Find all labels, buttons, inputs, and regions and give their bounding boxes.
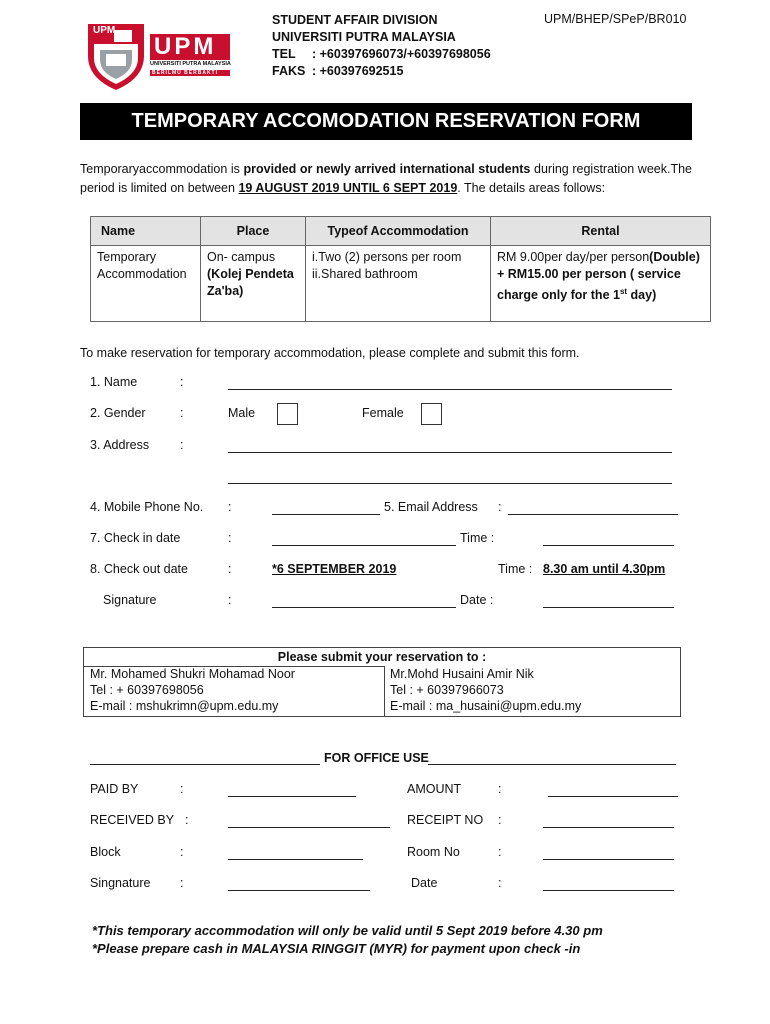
- block-label: Block: [90, 845, 121, 859]
- address-colon: :: [180, 438, 184, 452]
- logo-university: UNIVERSITI PUTRA MALAYSIA: [150, 61, 231, 67]
- checkout-time-label: Time :: [498, 562, 533, 576]
- checkout-label: 8. Check out date: [90, 562, 188, 576]
- office-heading: FOR OFFICE USE: [324, 751, 429, 765]
- intro-text-3: during registration week.The period is limited on between: [80, 162, 692, 195]
- submit-left-contact: [90, 666, 295, 714]
- receipt-no-colon: :: [498, 813, 502, 827]
- left-contact-name: Mr. Mohamed Shukri Mohamad Noor: [90, 667, 295, 681]
- office-signature-field[interactable]: [228, 890, 370, 891]
- receipt-no-label: RECEIPT NO: [407, 813, 484, 827]
- cell-name: Temporary Accommodation: [91, 246, 201, 322]
- block-colon: :: [180, 845, 184, 859]
- office-signature-colon: :: [180, 876, 184, 890]
- block-field[interactable]: [228, 859, 363, 860]
- instruction-text: To make reservation for temporary accommodation, please complete and submit this form.: [80, 346, 580, 360]
- table-header-row: [91, 217, 711, 246]
- upm-logo: [80, 16, 240, 96]
- female-checkbox[interactable]: [421, 403, 442, 425]
- place-prefix: On- campus: [207, 250, 276, 264]
- gender-colon: :: [180, 406, 184, 420]
- intro-paragraph: [80, 160, 692, 198]
- intro-period: 19 AUGUST 2019 UNTIL 6 SEPT 2019: [238, 181, 458, 195]
- header-name: Name: [91, 217, 201, 246]
- address-field-line-1[interactable]: [228, 452, 672, 453]
- received-by-colon: :: [185, 813, 189, 827]
- office-date-label: Date: [411, 876, 438, 890]
- signature-field[interactable]: [272, 607, 456, 608]
- right-contact-name: Mr.Mohd Husaini Amir Nik: [390, 667, 534, 681]
- form-title: TEMPORARY ACCOMODATION RESERVATION FORM: [131, 110, 641, 132]
- logo-wordmark: UPM: [154, 33, 217, 60]
- notes: [92, 922, 603, 958]
- room-no-label: Room No: [407, 845, 460, 859]
- paid-by-colon: :: [180, 782, 184, 796]
- title-bar: [80, 103, 692, 140]
- logo-motto: BERILMU BERBAKTI: [152, 70, 218, 76]
- mobile-label: 4. Mobile Phone No.: [90, 500, 204, 514]
- checkin-time-label: Time :: [460, 531, 495, 545]
- paid-by-label: PAID BY: [90, 782, 139, 796]
- office-date-field[interactable]: [543, 890, 674, 891]
- type-line-1: i.Two (2) persons per room: [312, 250, 462, 264]
- signature-colon: :: [228, 593, 232, 607]
- logo-monogram: UPM: [93, 25, 116, 36]
- cell-type: [306, 246, 491, 322]
- checkin-time-field[interactable]: [543, 545, 674, 546]
- intro-text-1: Temporaryaccommodation is: [80, 162, 244, 176]
- office-date-colon: :: [498, 876, 502, 890]
- right-contact-email: E-mail : ma_husaini@upm.edu.my: [390, 699, 582, 713]
- email-field[interactable]: [508, 514, 678, 515]
- address-field-line-2[interactable]: [228, 483, 672, 484]
- name-field[interactable]: [228, 389, 672, 390]
- mobile-field[interactable]: [272, 514, 380, 515]
- signature-label: Signature: [103, 593, 157, 607]
- amount-colon: :: [498, 782, 502, 796]
- note-validity: *This temporary accommodation will only be valid until 5 Sept 2019 before 4.30 pm: [92, 923, 603, 938]
- paid-by-field[interactable]: [228, 796, 356, 797]
- office-signature-label: Singnature: [90, 876, 151, 890]
- intro-text-2: provided or newly arrived international students: [243, 162, 531, 176]
- left-contact-email: E-mail : mshukrimn@upm.edu.my: [90, 699, 279, 713]
- male-checkbox[interactable]: [277, 403, 298, 425]
- room-no-field[interactable]: [543, 859, 674, 860]
- rental-end: day): [627, 288, 657, 303]
- header-place: Place: [201, 217, 306, 246]
- rental-sup: st: [619, 287, 628, 296]
- submit-heading: Please submit your reservation to :: [277, 650, 487, 664]
- email-label: 5. Email Address: [384, 500, 478, 514]
- signature-date-label: Date :: [460, 593, 494, 607]
- header-type: Typeof Accommodation: [306, 217, 491, 246]
- cell-place: [201, 246, 306, 322]
- submit-divider: [384, 666, 385, 717]
- tel-value: : +60397696073/+60397698056: [312, 47, 491, 61]
- header-block: [272, 12, 491, 80]
- reference-code: UPM/BHEP/SPeP/BR010: [544, 12, 687, 26]
- checkin-label: 7. Check in date: [90, 531, 181, 545]
- left-contact-tel: Tel : + 60397698056: [90, 683, 204, 697]
- tel-label: TEL: [272, 47, 296, 61]
- received-by-label: RECEIVED BY: [90, 813, 175, 827]
- rental-service: (Double) + RM15.00 per person ( service charge only for the 1: [497, 250, 700, 303]
- checkout-colon: :: [228, 562, 232, 576]
- female-label: Female: [362, 406, 404, 420]
- email-colon: :: [498, 500, 502, 514]
- name-label: 1. Name: [90, 375, 138, 389]
- intro-text-5: . The details areas follows:: [457, 181, 606, 195]
- signature-date-field[interactable]: [543, 607, 674, 608]
- room-no-colon: :: [498, 845, 502, 859]
- address-label: 3. Address: [90, 438, 150, 452]
- receipt-no-field[interactable]: [543, 827, 674, 828]
- submit-box: [83, 647, 681, 717]
- checkin-colon: :: [228, 531, 232, 545]
- checkout-time-value: 8.30 am until 4.30pm: [543, 562, 666, 576]
- fax-label: FAKS: [272, 64, 306, 78]
- division-name: STUDENT AFFAIR DIVISION: [272, 13, 438, 27]
- amount-field[interactable]: [548, 796, 678, 797]
- header-rental: Rental: [491, 217, 711, 246]
- note-payment: *Please prepare cash in MALAYSIA RINGGIT (MYR) for payment upon check -in: [92, 941, 581, 956]
- rental-base: RM 9.00per day/per person: [497, 250, 650, 264]
- right-contact-tel: Tel : + 60397966073: [390, 683, 504, 697]
- male-label: Male: [228, 406, 256, 420]
- received-by-field[interactable]: [228, 827, 390, 828]
- table-row: [91, 246, 711, 322]
- checkin-date-field[interactable]: [272, 545, 456, 546]
- submit-right-contact: [390, 666, 581, 714]
- gender-label: 2. Gender: [90, 406, 146, 420]
- cell-rental: [491, 246, 711, 322]
- fax-value: : +60397692515: [312, 64, 404, 78]
- type-line-2: ii.Shared bathroom: [312, 267, 418, 281]
- amount-label: AMOUNT: [407, 782, 462, 796]
- mobile-colon: :: [228, 500, 232, 514]
- checkout-value: *6 SEPTEMBER 2019: [272, 562, 397, 576]
- office-rule-left: [90, 764, 320, 765]
- name-colon: :: [180, 375, 184, 389]
- details-table: [90, 216, 711, 322]
- place-name: (Kolej Pendeta Za'ba): [207, 267, 294, 298]
- university-name: UNIVERSITI PUTRA MALAYSIA: [272, 30, 456, 44]
- office-rule-right: [428, 764, 676, 765]
